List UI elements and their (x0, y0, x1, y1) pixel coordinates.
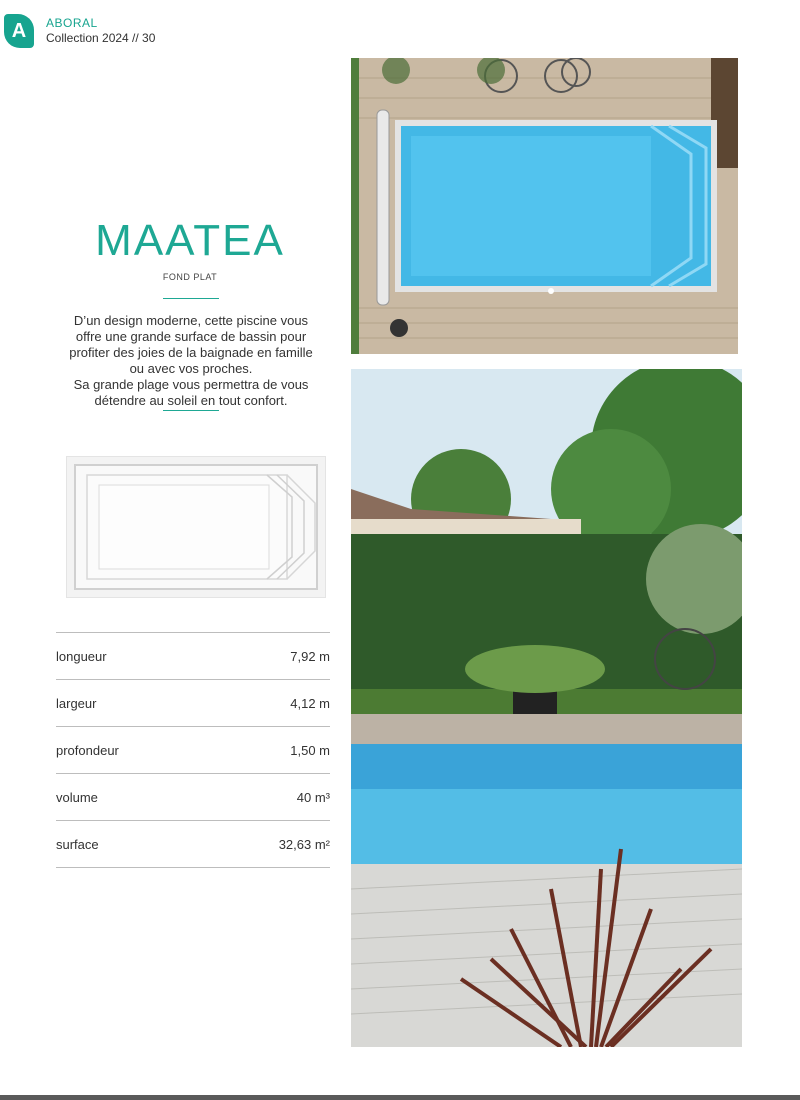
spec-value: 32,63 m² (278, 836, 330, 852)
spec-value: 4,12 m (290, 695, 330, 711)
description-line: détendre au soleil en tout confort. (94, 393, 288, 408)
description-line: offre une grande surface de bassin pour (75, 329, 307, 344)
description-line: Sa grande plage vous permettra de vous (73, 377, 309, 392)
product-title: MAATEA (95, 216, 285, 265)
spec-value: 7,92 m (290, 648, 330, 664)
spec-label: longueur (56, 648, 107, 664)
spec-label: surface (56, 836, 99, 852)
spec-value: 40 m³ (296, 789, 330, 805)
pool-shell-plan-image (66, 456, 326, 598)
description-line: ou avec vos proches. (129, 361, 253, 376)
spec-row-surface (56, 820, 330, 868)
spec-row-longueur (56, 632, 330, 679)
spec-label: largeur (56, 695, 97, 711)
spec-label: volume (56, 789, 98, 805)
collection-page-label: Collection 2024 // 30 (46, 31, 156, 45)
spec-row-profondeur (56, 726, 330, 773)
divider-top (163, 298, 219, 299)
description-line: profiter des joies de la baignade en famille (69, 345, 313, 360)
product-subtitle: FOND PLAT (162, 272, 218, 282)
page-edge (0, 1095, 800, 1100)
spec-value: 1,50 m (290, 742, 330, 758)
brand-logo-badge: A (4, 14, 34, 48)
specs-table (56, 632, 330, 868)
spec-row-volume (56, 773, 330, 820)
divider-bottom (163, 410, 219, 411)
spec-row-largeur (56, 679, 330, 726)
pool-garden-photo (351, 369, 742, 1047)
pool-aerial-photo (351, 58, 738, 354)
product-description (50, 313, 332, 409)
description-line: D’un design moderne, cette piscine vous (73, 313, 309, 328)
brand-name: ABORAL (46, 16, 98, 30)
spec-label: profondeur (56, 742, 119, 758)
